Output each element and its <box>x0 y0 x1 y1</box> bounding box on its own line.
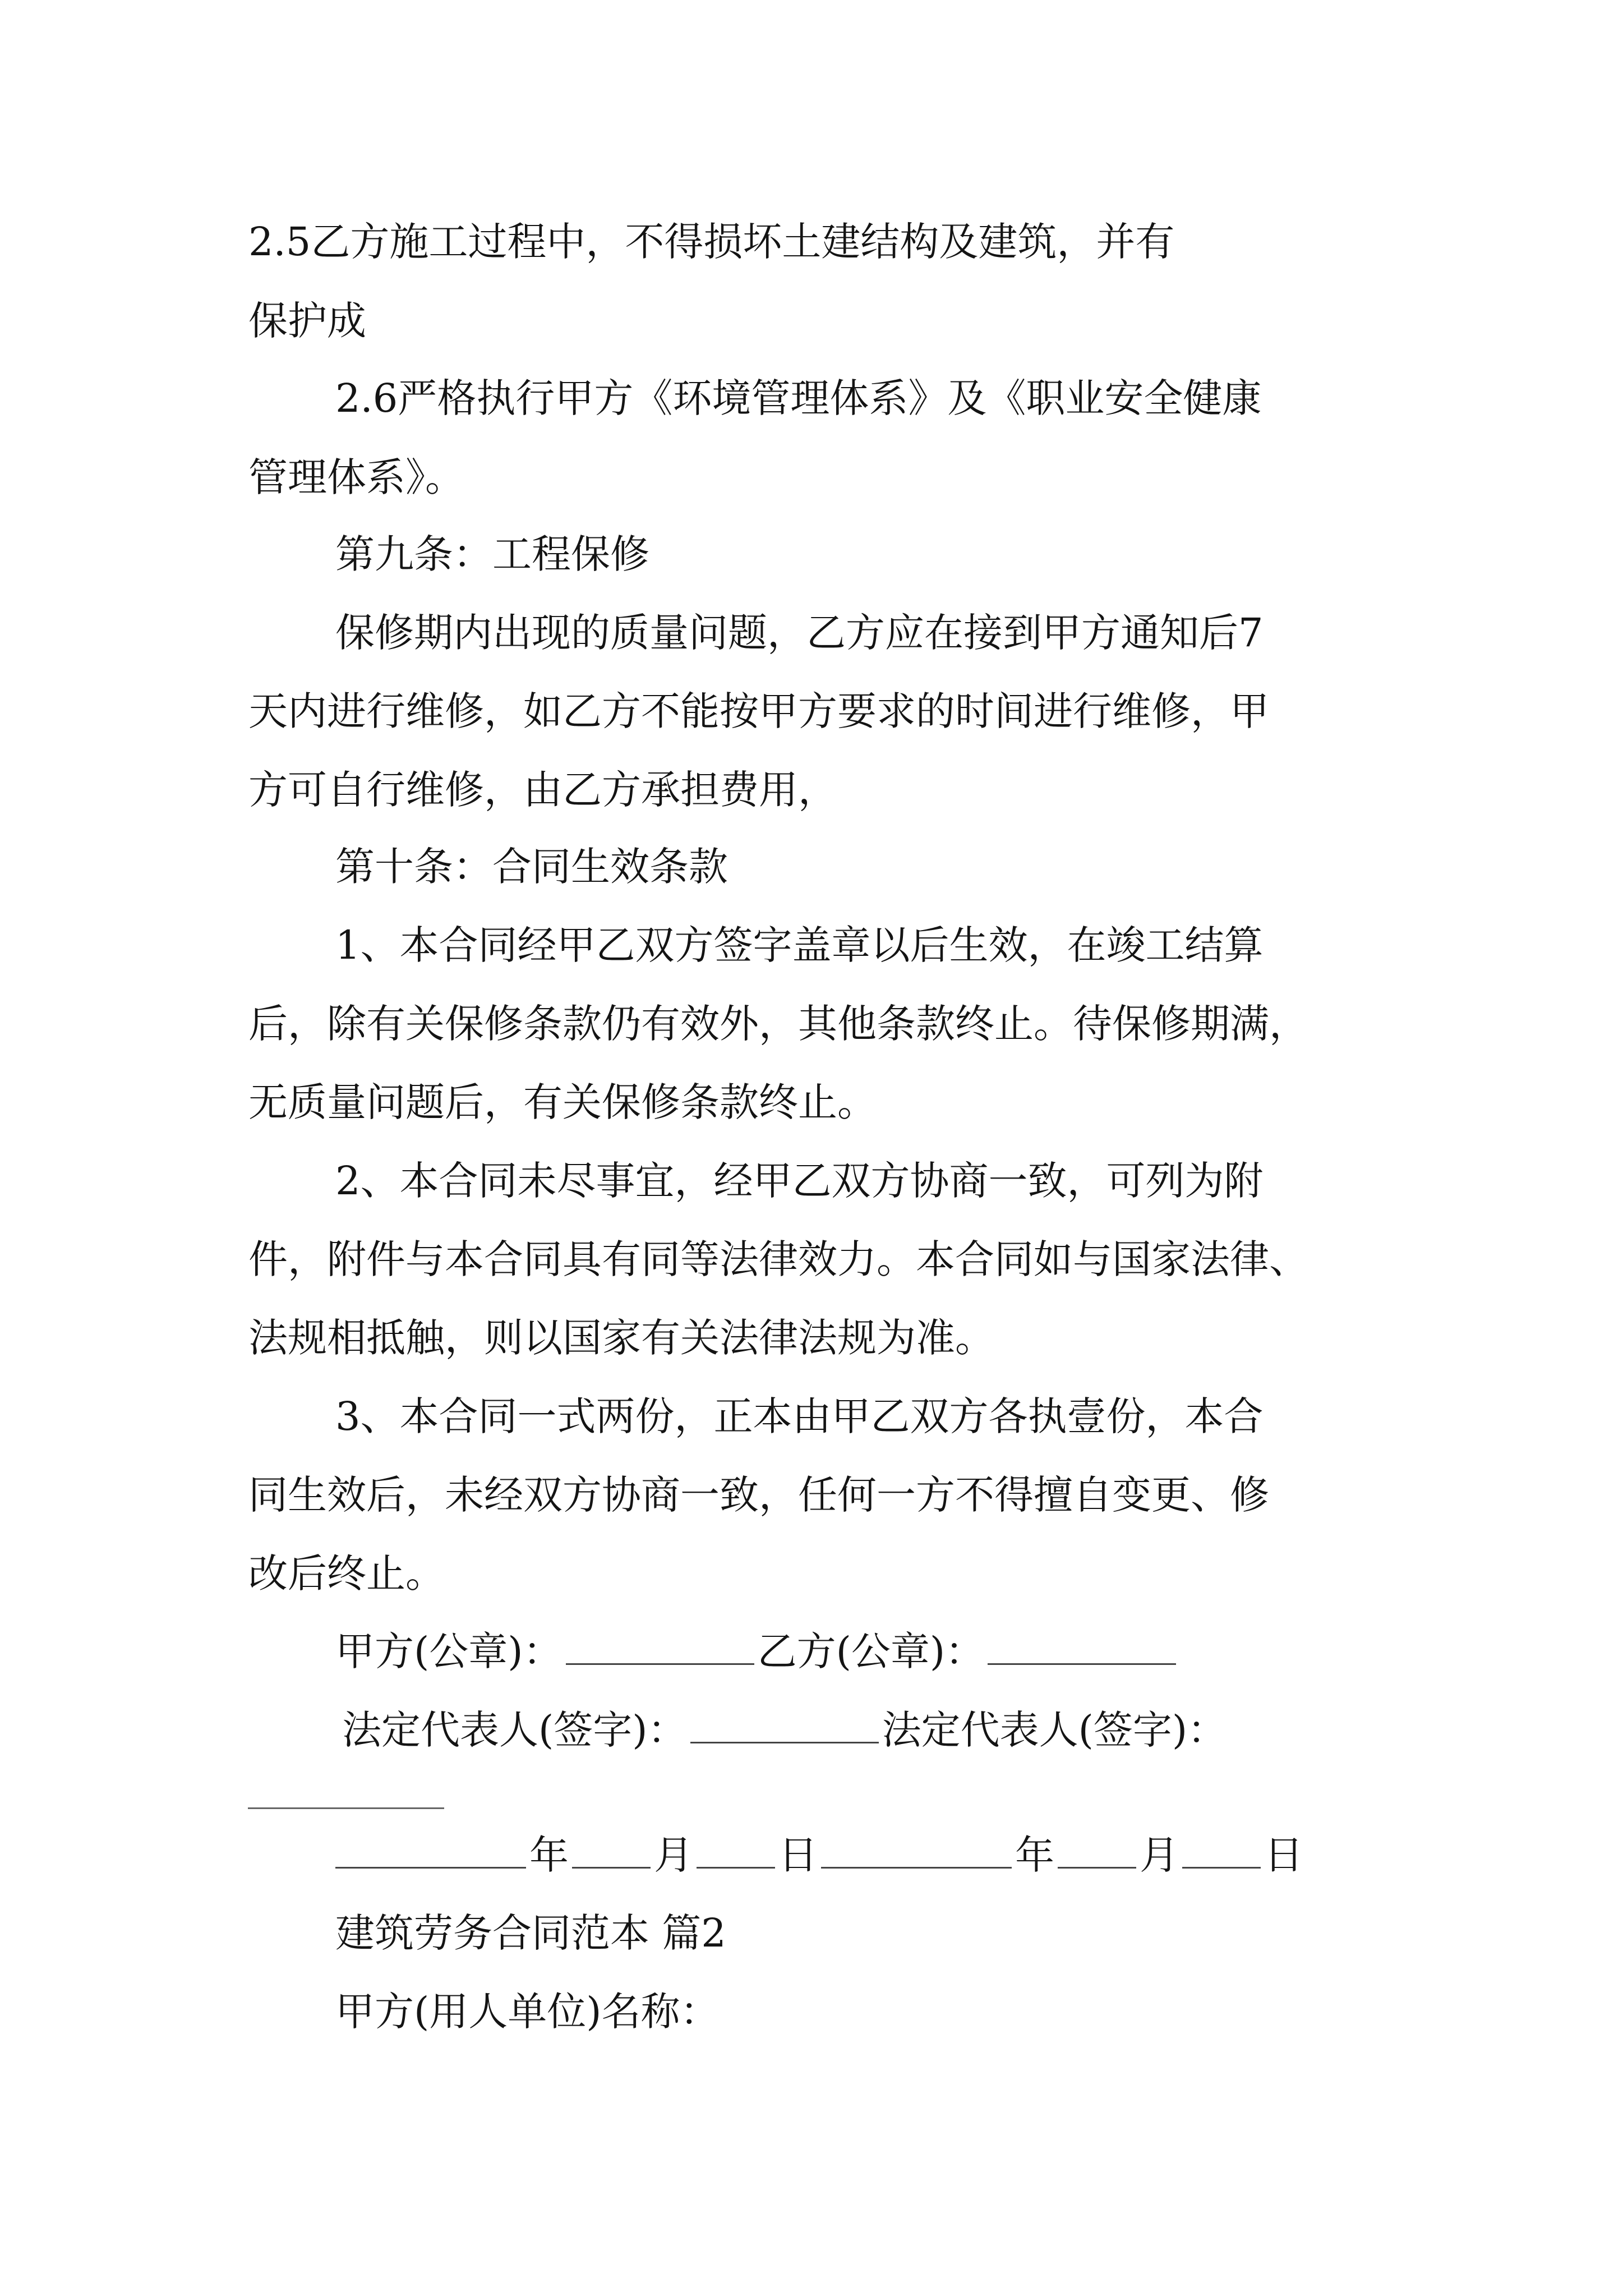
party-b-seal-blank[interactable] <box>988 1653 1176 1665</box>
clause-2-6-line-1 <box>335 373 1375 424</box>
article-9-paragraph-line-2: 天内进行维修，如乙方不能按甲方要求的时间进行维修，甲 <box>248 688 1269 734</box>
party-a-seal-blank[interactable] <box>566 1653 754 1665</box>
article-10-item-1-line-3: 无质量问题后，有关保修条款终止。 <box>248 1079 877 1125</box>
article-10-item-3-line-3: 改后终止。 <box>248 1550 445 1596</box>
party-a-month-label: 月 <box>654 1832 693 1878</box>
article-10-heading: 第十条：合同生效条款 <box>335 844 728 890</box>
article-10-item-3-line-2: 同生效后，未经双方协商一致，任何一方不得擅自变更、修 <box>248 1472 1269 1518</box>
legal-rep-a-label: 法定代表人(签字)： <box>342 1707 687 1753</box>
legal-rep-a-blank[interactable] <box>690 1732 879 1743</box>
party-b-year-blank[interactable] <box>821 1857 1012 1869</box>
party-a-year-label: 年 <box>529 1832 569 1878</box>
party-b-year-label: 年 <box>1015 1832 1054 1878</box>
party-a-name-label: 甲方(用人单位)名称： <box>335 1989 720 2035</box>
party-b-day-label: 日 <box>1264 1832 1303 1878</box>
party-b-day-blank[interactable] <box>1182 1857 1261 1869</box>
article-9-paragraph-line-3: 方可自行维修，由乙方承担费用， <box>248 767 837 813</box>
clause-2-5-line-2: 保护成 <box>248 298 366 344</box>
party-a-day-label: 日 <box>778 1832 818 1878</box>
party-b-seal-label: 乙方(公章)： <box>757 1628 985 1674</box>
legal-rep-row <box>342 1705 1227 1755</box>
party-a-year-blank[interactable] <box>335 1857 526 1869</box>
article-10-item-1-line-2: 后，除有关保修条款仍有效外，其他条款终止。待保修期满， <box>248 1001 1308 1047</box>
party-a-seal-label: 甲方(公章)： <box>335 1628 562 1674</box>
party-a-month-blank[interactable] <box>572 1857 651 1869</box>
party-b-month-label: 月 <box>1140 1832 1179 1878</box>
legal-rep-b-blank[interactable] <box>248 1807 444 1809</box>
article-9-paragraph-line-1: 保修期内出现的质量问题，乙方应在接到甲方通知后7 <box>335 610 1264 656</box>
article-10-item-1-line-1: 1、本合同经甲乙双方签字盖章以后生效，在竣工结算 <box>335 922 1264 968</box>
clause-2-5-line-1 <box>248 217 1375 267</box>
seal-row <box>335 1626 1179 1677</box>
article-9-heading: 第九条：工程保修 <box>335 531 649 577</box>
clause-2-6-text: 2.6严格执行甲方《环境管理体系》及《职业安全健康 <box>335 375 1262 421</box>
article-10-item-2-line-3: 法规相抵触，则以国家有关法律法规为准。 <box>248 1315 994 1361</box>
clause-2-6-line-2: 管理体系》。 <box>248 454 464 500</box>
article-10-item-3-line-1: 3、本合同一式两份，正本由甲乙双方各执壹份，本合 <box>335 1393 1264 1439</box>
article-10-item-2-line-2: 件，附件与本合同具有同等法律效力。本合同如与国家法律、 <box>248 1236 1308 1282</box>
legal-rep-b-label: 法定代表人(签字)： <box>882 1707 1227 1753</box>
date-row <box>335 1830 1303 1880</box>
article-10-item-2-line-1: 2、本合同未尽事宜，经甲乙双方协商一致，可列为附 <box>335 1158 1264 1204</box>
clause-2-5-text: 2.5乙方施工过程中，不得损坏土建结构及建筑，并有 <box>248 219 1175 265</box>
section-title: 建筑劳务合同范本 篇2 <box>335 1910 726 1956</box>
party-a-day-blank[interactable] <box>697 1857 775 1869</box>
party-b-month-blank[interactable] <box>1058 1857 1136 1869</box>
